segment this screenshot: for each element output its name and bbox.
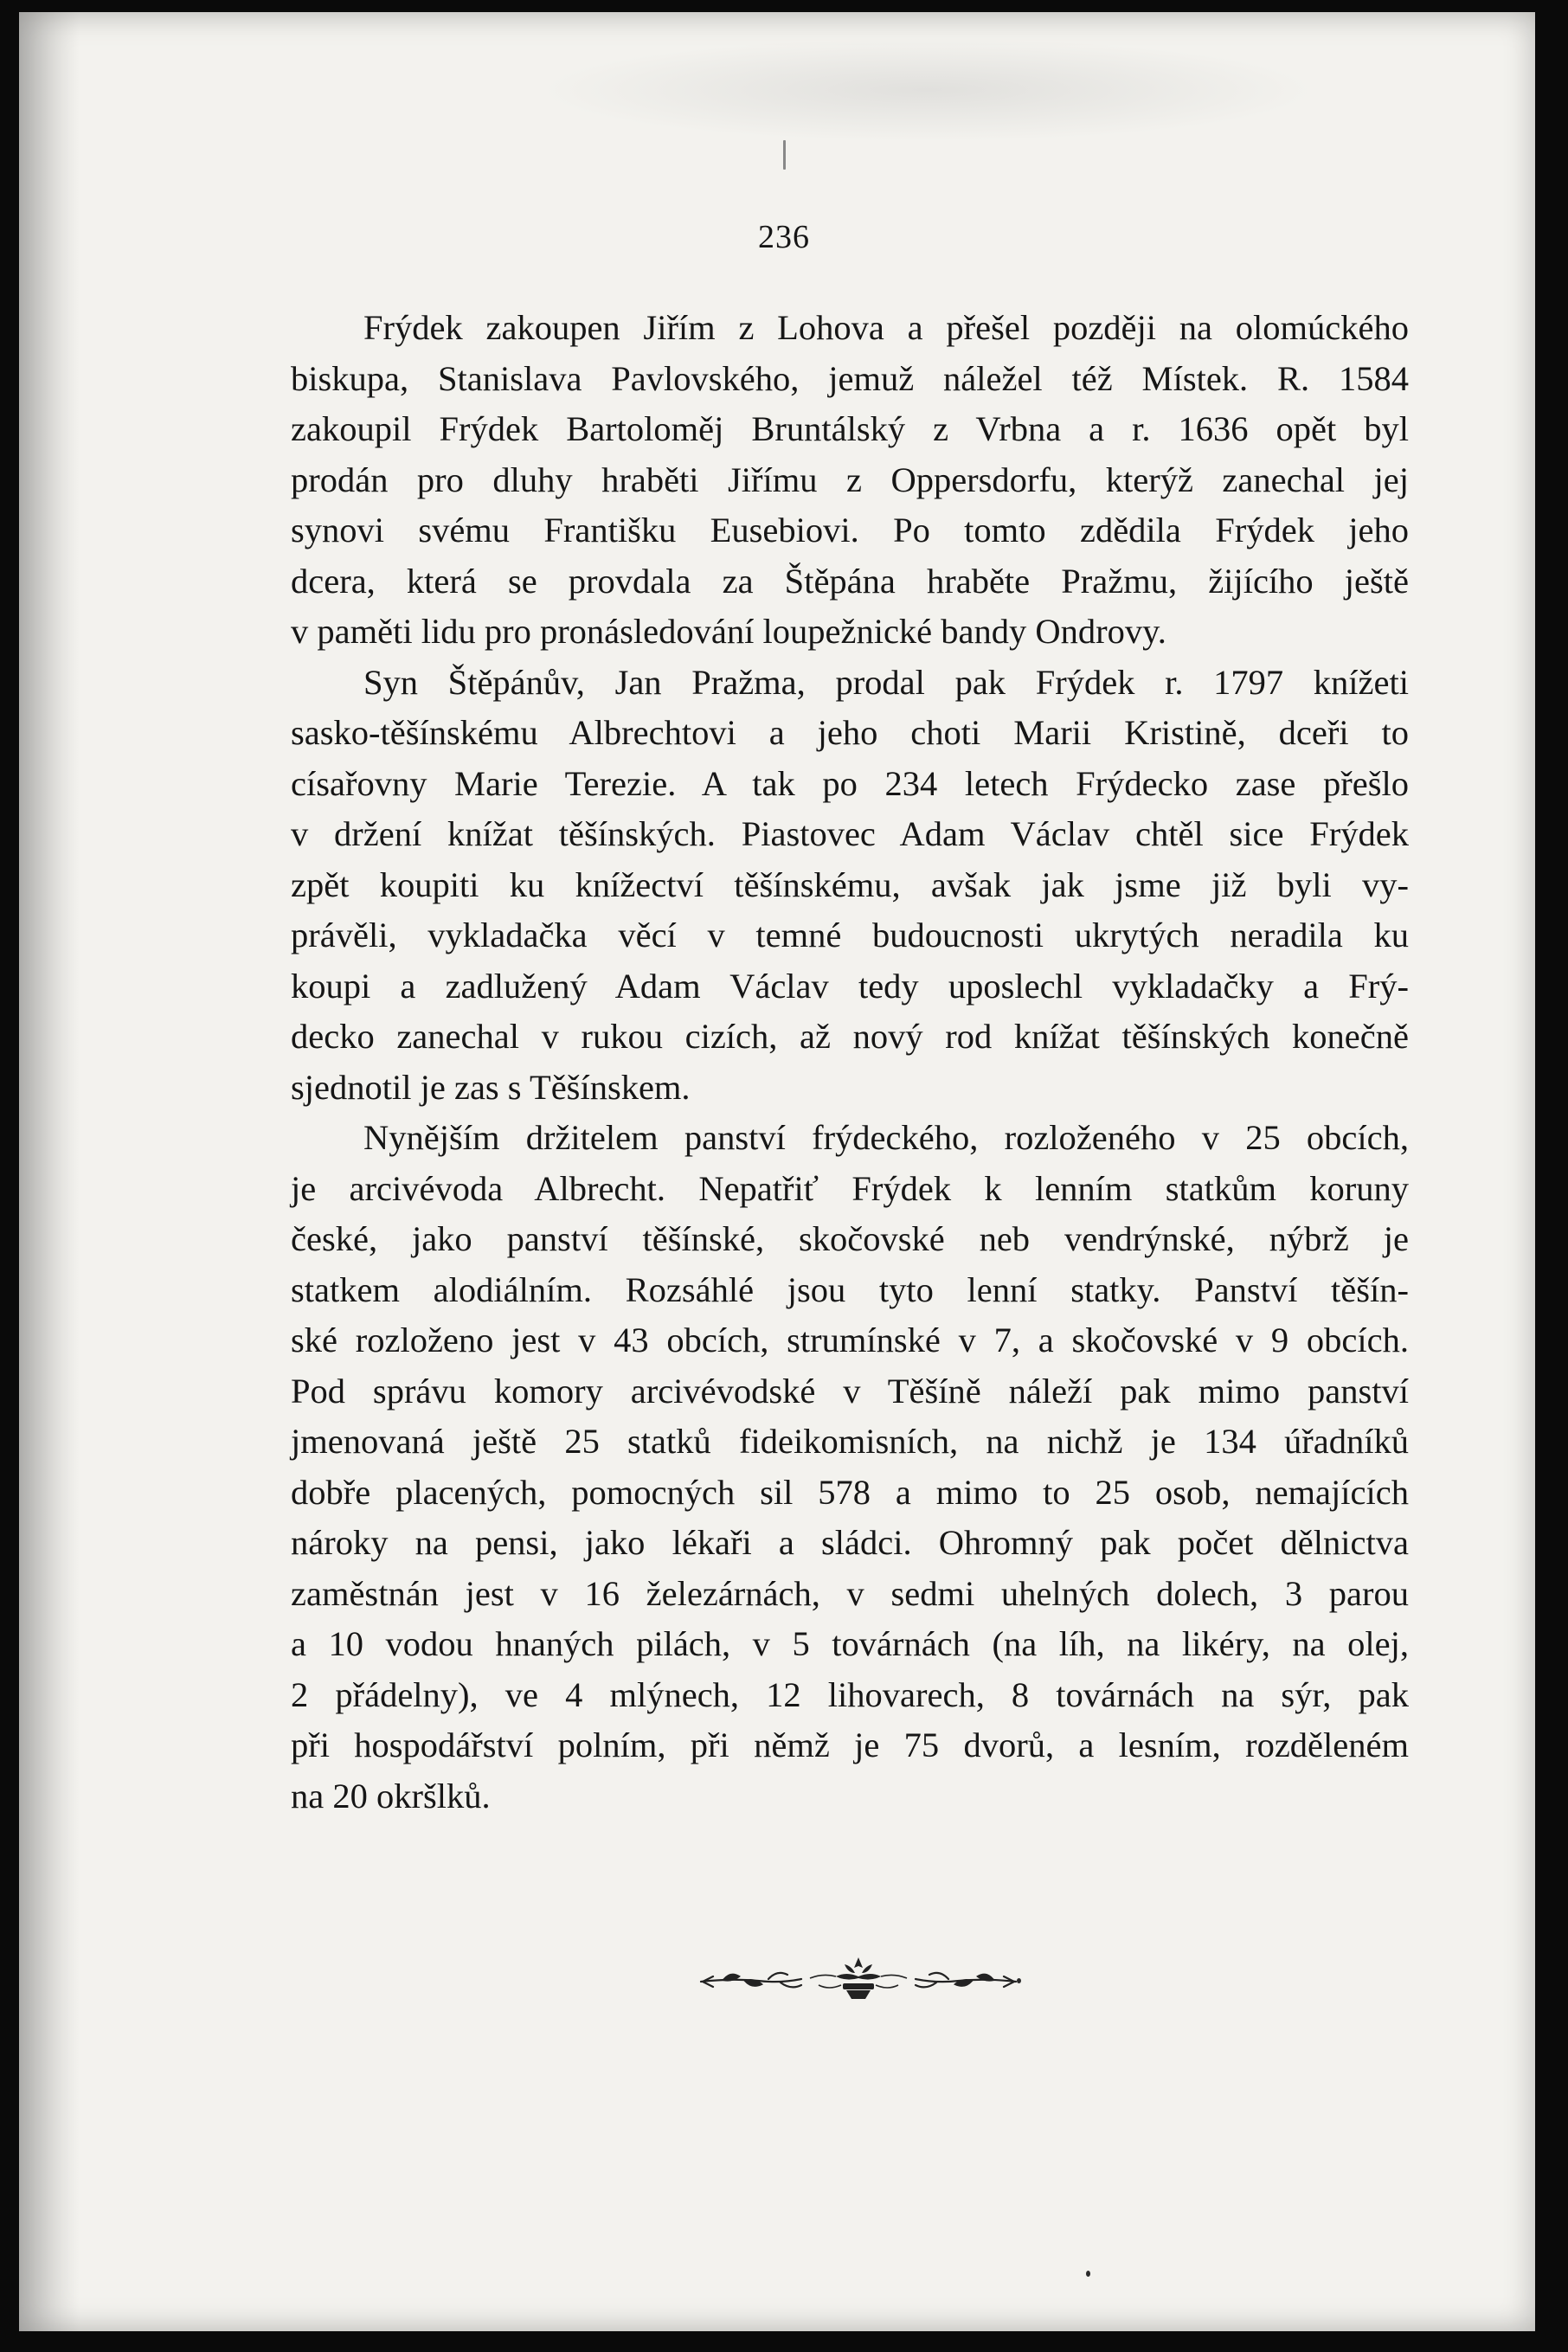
text-line: české, jako panství těšínské, skočovské neb vendrýnské, nýbrž je	[291, 1219, 1409, 1258]
text-line: zpět koupiti ku knížectví těšínskému, avšak jak jsme již byli vy-	[291, 864, 1409, 904]
paper-mark	[783, 140, 786, 170]
body-text	[291, 303, 1409, 1822]
text-line: decko zanechal v rukou cizích, až nový rod knížat těšínských konečně	[291, 1017, 1409, 1056]
text-line: v držení knížat těšínských. Piastovec Adam Václav chtěl sice Frýdek	[291, 814, 1409, 853]
text-line: a 10 vodou hnaných pilách, v 5 továrnách (na líh, na likéry, na olej,	[291, 1624, 1409, 1663]
ink-speck	[1086, 2271, 1090, 2277]
text-line: při hospodářství polním, při němž je 75 dvorů, a lesním, rozděleném	[291, 1725, 1409, 1764]
text-line: sasko-těšínskému Albrechtovi a jeho choti Marii Kristině, dceři to	[291, 713, 1409, 752]
text-line: císařovny Marie Terezie. A tak po 234 letech Frýdecko zase přešlo	[291, 763, 1409, 803]
text-line: Nynějším držitelem panství frýdeckého, rozloženého v 25 obcích,	[363, 1118, 1409, 1157]
text-line: právěli, vykladačka věcí v temné budoucnosti ukrytých neradila ku	[291, 916, 1409, 954]
text-line: na 20 okršlků.	[291, 1776, 491, 1815]
text-line: sjednotil je zas s Těšínskem.	[291, 1067, 691, 1107]
text-line: statkem alodiálním. Rozsáhlé jsou tyto lenní statky. Panství těšín-	[291, 1269, 1409, 1309]
text-line: dcera, která se provdala za Štěpána hraběte Pražmu, žijícího ještě	[291, 561, 1409, 601]
text-line: je arcivévoda Albrecht. Nepatřiť Frýdek k lenním statkům koruny	[291, 1168, 1409, 1208]
ink-speck	[1017, 1978, 1021, 1983]
text-line: dobře placených, pomocných sil 578 a mimo to 25 osob, nemajících	[291, 1472, 1409, 1512]
floral-vignette-icon	[697, 1952, 1019, 2004]
page-number: 236	[758, 219, 810, 255]
text-line: biskupa, Stanislava Pavlovského, jemuž náležel též Místek. R. 1584	[291, 358, 1409, 398]
text-line: Pod správu komory arcivévodské v Těšíně náleží pak mimo panství	[291, 1371, 1409, 1411]
text-line: nároky na pensi, jako lékaři a sládci. Ohromný pak počet dělnictva	[291, 1523, 1409, 1562]
text-line: koupi a zadlužený Adam Václav tedy uposlechl vykladačky a Frý-	[291, 966, 1409, 1006]
page-edge-shadow	[19, 12, 80, 2331]
paper-smudge	[538, 38, 1317, 142]
text-line: v paměti lidu pro pronásledování loupežnické bandy Ondrovy.	[291, 612, 1166, 651]
text-line: 2 přádelny), ve 4 mlýnech, 12 lihovarech, 8 továrnách na sýr, pak	[291, 1674, 1409, 1714]
text-line: zaměstnán jest v 16 železárnách, v sedmi uhelných dolech, 3 parou	[291, 1573, 1409, 1613]
text-line: jmenovaná ještě 25 statků fideikomisních, na nichž je 134 úřadníků	[291, 1422, 1409, 1461]
text-line: prodán pro dluhy hraběti Jiřímu z Oppersdorfu, kterýž zanechal jej	[291, 459, 1409, 499]
text-line: ské rozloženo jest v 43 obcích, strumínské v 7, a skočovské v 9 obcích.	[291, 1321, 1409, 1359]
text-line: synovi svému Františku Eusebiovi. Po tomto zdědila Frýdek jeho	[291, 511, 1409, 549]
text-line: Syn Štěpánův, Jan Pražma, prodal pak Frýdek r. 1797 knížeti	[363, 662, 1409, 702]
text-line: zakoupil Frýdek Bartoloměj Bruntálský z Vrbna a r. 1636 opět byl	[291, 409, 1409, 448]
text-line: Frýdek zakoupen Jiřím z Lohova a přešel později na olomúckého	[363, 308, 1409, 347]
